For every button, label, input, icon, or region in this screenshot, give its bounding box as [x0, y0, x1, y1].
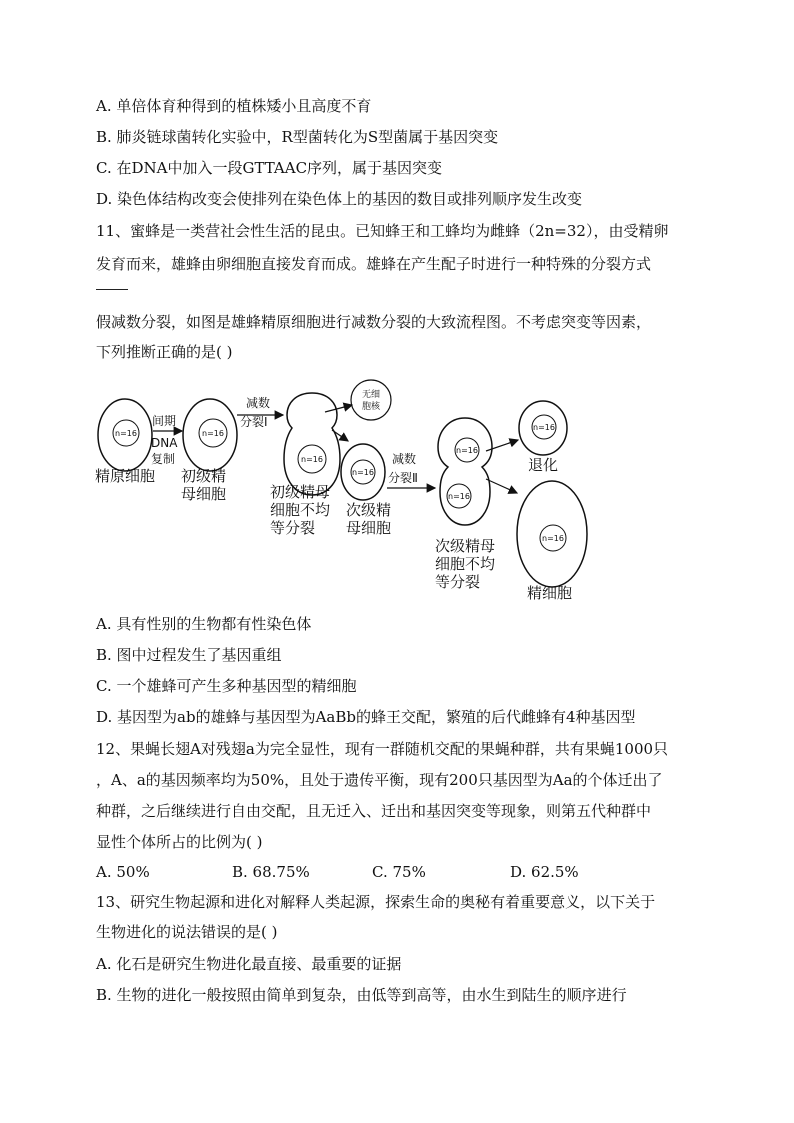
- primary-label-line2: 母细胞: [181, 485, 227, 503]
- secondary-label-line2: 母细胞: [346, 519, 392, 537]
- n-label: n=16: [301, 455, 323, 464]
- secondary-unequal-label-line3: 等分裂: [435, 573, 481, 591]
- no-nucleus-cell: [351, 380, 391, 420]
- n-label: n=16: [448, 492, 470, 501]
- q12-stem-line4: 显性个体所占的比例为( ): [96, 833, 263, 851]
- q10-option-b: B. 肺炎链球菌转化实验中，R型菌转化为S型菌属于基因突变: [96, 128, 499, 146]
- spermatogonium-cell: [98, 399, 152, 471]
- arrow3-label-line1: 减数: [392, 452, 417, 466]
- arrow-to-secondary: [332, 430, 348, 441]
- primary-unequal-label-line2: 细胞不均: [270, 501, 331, 519]
- secondary-unequal-label-line1: 次级精母: [435, 537, 496, 555]
- secondary-label-line1: 次级精: [346, 501, 392, 519]
- q10-option-a: A. 单倍体育种得到的植株矮小且高度不育: [96, 97, 372, 115]
- q10-option-d: D. 染色体结构改变会使排列在染色体上的基因的数目或排列顺序发生改变: [96, 190, 583, 208]
- n-label: n=16: [202, 429, 224, 438]
- primary-unequal-label-line1: 初级精母: [270, 483, 331, 501]
- q11-blank-dash: [96, 289, 128, 290]
- spermatogonium-label: 精原细胞: [95, 467, 156, 485]
- q10-option-c: C. 在DNA中加入一段GTTAAC序列，属于基因突变: [96, 159, 443, 177]
- q12-stem-line1: 12、果蝇长翅A对残翅a为完全显性，现有一群随机交配的果蝇种群，共有果蝇1000只: [96, 740, 669, 758]
- q12-option-b: B. 68.75%: [232, 863, 310, 881]
- q13-option-a: A. 化石是研究生物进化最直接、最重要的证据: [96, 955, 402, 973]
- n-label: n=16: [542, 534, 564, 543]
- q11-stem-line4: 下列推断正确的是( ): [96, 343, 233, 361]
- q11-stem-line1: 11、蜜蜂是一类营社会性生活的昆虫。已知蜂王和工蜂均为雌蜂（2n=32），由受精卵: [96, 222, 669, 240]
- q11-stem-line3: 假减数分裂，如图是雄蜂精原细胞进行减数分裂的大致流程图。不考虑突变等因素，: [96, 313, 652, 331]
- q13-option-b: B. 生物的进化一般按照由简单到复杂，由低等到高等，由水生到陆生的顺序进行: [96, 986, 627, 1004]
- q11-option-a: A. 具有性别的生物都有性染色体: [96, 615, 312, 633]
- q12-option-a: A. 50%: [96, 863, 150, 881]
- q11-option-c: C. 一个雄蜂可产生多种基因型的精细胞: [96, 677, 357, 695]
- n-label: n=16: [352, 468, 374, 477]
- arrow1-label-copy: 复制: [151, 452, 176, 466]
- primary-unequal-division-cell: [284, 393, 340, 495]
- q12-option-d: D. 62.5%: [510, 863, 579, 881]
- q12-option-c: C. 75%: [372, 863, 426, 881]
- q11-option-d: D. 基因型为ab的雄蜂与基因型为AaBb的蜂王交配，繁殖的后代雌蜂有4种基因型: [96, 708, 636, 726]
- sperm-cell: [517, 481, 587, 587]
- arrow2-label-line2: 分裂Ⅰ: [240, 415, 268, 429]
- arrow3-label-line2: 分裂Ⅱ: [388, 471, 418, 485]
- arrow2-label-line1: 减数: [246, 396, 271, 410]
- primary-spermatocyte-cell: [183, 399, 237, 471]
- arrow-to-degenerate: [486, 440, 518, 451]
- primary-unequal-label-line3: 等分裂: [270, 519, 316, 537]
- arrow-to-no-nucleus: [325, 405, 352, 412]
- q12-stem-line2: ，A、a的基因频率均为50%，且处于遗传平衡，现有200只基因型为Aa的个体迁出了: [96, 771, 663, 789]
- secondary-spermatocyte-cell: [341, 444, 385, 500]
- meiosis-diagram: [90, 375, 600, 605]
- no-nucleus-label-line1: 无细: [361, 390, 381, 400]
- q12-stem-line3: 种群，之后继续进行自由交配，且无迁入、迁出和基因突变等现象，则第五代种群中: [96, 802, 652, 820]
- arrow1-label-top: 间期: [152, 414, 177, 428]
- n-label: n=16: [456, 446, 478, 455]
- degenerate-cell: [519, 401, 567, 455]
- degenerate-label: 退化: [528, 456, 559, 474]
- no-nucleus-label-line2: 胞核: [361, 402, 381, 412]
- sperm-label: 精细胞: [527, 584, 573, 602]
- arrow1-label-dna: DNA: [151, 436, 178, 450]
- q13-stem-line1: 13、研究生物起源和进化对解释人类起源，探索生命的奥秘有着重要意义，以下关于: [96, 893, 656, 911]
- q11-stem-line2: 发育而来，雄蜂由卵细胞直接发育而成。雄蜂在产生配子时进行一种特殊的分裂方式: [96, 255, 652, 273]
- n-label: n=16: [115, 429, 137, 438]
- q11-option-b: B. 图中过程发生了基因重组: [96, 646, 282, 664]
- primary-label-line1: 初级精: [181, 467, 227, 485]
- q13-stem-line2: 生物进化的说法错误的是( ): [96, 923, 278, 941]
- secondary-unequal-label-line2: 细胞不均: [435, 555, 496, 573]
- n-label: n=16: [533, 423, 555, 432]
- secondary-unequal-division-cell: [438, 418, 492, 525]
